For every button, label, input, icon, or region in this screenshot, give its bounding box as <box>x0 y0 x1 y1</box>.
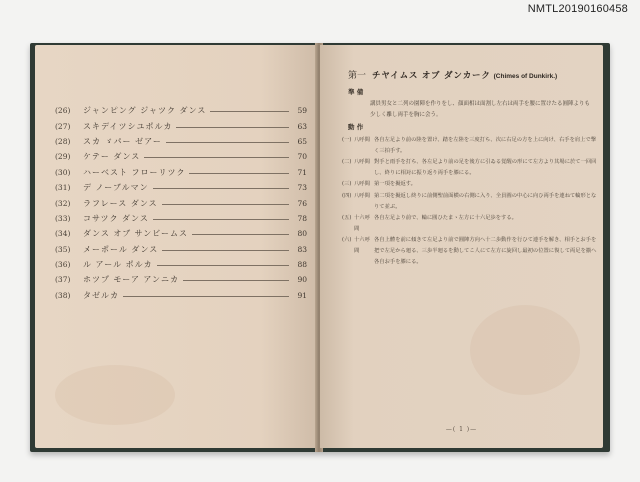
step-item <box>342 191 598 212</box>
toc-page-number: 88 <box>297 260 307 270</box>
toc-page-number: 65 <box>297 136 307 146</box>
toc-number: (26) <box>55 106 71 116</box>
toc-row <box>55 288 307 303</box>
toc-page-number: 78 <box>297 213 307 223</box>
step-text: 對手と雨手を打ち、各左足より前の足を後方に引ゐる覚醒の形にて左方より其場に於て一回回し、終りに相対に振り返り両手を膝にる。 <box>374 159 597 176</box>
step-item <box>342 135 598 156</box>
toc-row <box>55 226 307 241</box>
toc-leader <box>162 204 289 205</box>
step-item <box>342 213 598 234</box>
toc-title: スカ ゞパー ゼアー <box>83 136 162 146</box>
toc-title: ハーベスト フローリツク <box>83 167 186 177</box>
toc-page-number: 73 <box>297 183 307 193</box>
toc-row <box>55 272 307 287</box>
toc-title: デ ノーブルマン <box>83 183 149 193</box>
toc-row <box>55 242 307 257</box>
steps-list <box>342 135 598 268</box>
step-key: (二) <box>342 159 352 166</box>
toc-leader <box>189 173 289 174</box>
toc-leader <box>144 157 289 158</box>
step-key: (四) <box>342 192 352 199</box>
toc-leader <box>183 280 289 281</box>
toc-number: (29) <box>55 152 71 162</box>
toc-leader <box>153 219 289 220</box>
toc-leader <box>153 188 289 189</box>
toc-leader <box>166 142 289 143</box>
toc-number: (32) <box>55 198 71 208</box>
toc-title: タゼルカ <box>83 290 119 300</box>
toc-row <box>55 118 307 133</box>
toc-page-number: 59 <box>297 106 307 116</box>
step-item <box>342 157 598 178</box>
toc-row <box>55 103 307 118</box>
step-text: 第一項を擬返す。 <box>374 181 416 188</box>
toc-page-number: 76 <box>297 198 307 208</box>
right-page <box>320 45 603 448</box>
toc-number: (33) <box>55 213 71 223</box>
toc-row <box>55 195 307 210</box>
chapter-number: 第一 <box>348 71 367 81</box>
toc-number: (38) <box>55 290 71 300</box>
toc-number: (37) <box>55 275 71 285</box>
prep-heading: 準 備 <box>348 88 364 96</box>
step-key: (三) <box>342 181 352 188</box>
toc-title: ジャンピング ジャツク ダンス <box>83 106 207 116</box>
toc-title: ル アール ポルカ <box>83 260 153 270</box>
chapter-title: チヤイムス オブ ダンカーク <box>372 71 491 81</box>
toc-title: ホツプ モーア アンニカ <box>83 275 180 285</box>
toc-number: (28) <box>55 136 71 146</box>
toc-title: コサツク ダンス <box>83 213 149 223</box>
step-text: 各自上體を前に傾きて左足より前で圓陣方向へ十二歩動作を行ひて連手を解き、相手とお手を把で左足から廻る、三歩半廻るを動してこ人にて左方に旋回し最初の位置に復して両足を揃へ各自お手を膝にる。 <box>374 237 597 265</box>
step-text: 第二項を擬返し終りに前側聖前面横の右側に入り、全員圓の中心に向ひ両手を連ねて輪形となりて並ぶ。 <box>374 192 597 210</box>
step-item <box>342 235 598 267</box>
step-beat: 十六呼間 <box>354 215 370 232</box>
step-beat: 八呼間 <box>354 192 370 199</box>
toc-leader <box>157 265 289 266</box>
toc-leader <box>162 250 289 251</box>
toc-row <box>55 134 307 149</box>
toc-leader <box>176 127 289 128</box>
open-book <box>30 43 610 452</box>
left-page <box>35 45 317 448</box>
toc-number: (30) <box>55 167 71 177</box>
step-beat: 八呼間 <box>354 181 370 188</box>
toc-page-number: 83 <box>297 244 307 254</box>
step-key: (六) <box>342 237 352 244</box>
chapter-heading <box>348 68 557 81</box>
step-beat: 八呼間 <box>354 159 370 166</box>
toc-title: スキデイツシユポルカ <box>83 121 173 131</box>
toc-page-number: 80 <box>297 229 307 239</box>
toc-number: (35) <box>55 244 71 254</box>
step-item <box>342 179 598 190</box>
toc-leader <box>123 296 289 297</box>
step-key: (五) <box>342 215 352 222</box>
toc-page-number: 71 <box>297 167 307 177</box>
toc-row <box>55 257 307 272</box>
chapter-title-english: (Chimes of Dunkirk.) <box>493 73 558 80</box>
toc-number: (27) <box>55 121 71 131</box>
toc-row <box>55 180 307 195</box>
toc-row <box>55 149 307 164</box>
toc-number: (31) <box>55 183 71 193</box>
toc-page-number: 90 <box>297 275 307 285</box>
step-key: (一) <box>342 137 352 143</box>
toc-title: ラフレース ダンス <box>83 198 158 208</box>
toc-title: ダンス オブ サンビームス <box>83 229 188 239</box>
step-beat: 八呼間 <box>354 137 370 143</box>
toc-number: (34) <box>55 229 71 239</box>
prep-text: 講員男女と二列の園陣を作りをし、顔面相は面割し左右は両手を腰に置けたる圓陣よりも少しく離し両手を胸に会う。 <box>370 101 591 118</box>
toc-leader <box>192 234 289 235</box>
step-text: 各自左足より前の陸を置け、踏を左陸を三度打ち、次に右足の方を上に向け、右手を肩上で撃く三拍手す。 <box>374 137 597 154</box>
toc-title: メーポール ダンス <box>83 244 159 254</box>
toc-title: ケテー ダンス <box>83 152 141 162</box>
toc-page-number: 70 <box>297 152 307 162</box>
table-of-contents <box>55 103 307 303</box>
toc-number: (36) <box>55 260 71 270</box>
step-text: 各自左足より前で、輪に圓ひたまゝ左方に十六足歩をする。 <box>374 215 517 222</box>
page-folio: —( 1 )— <box>445 426 478 433</box>
toc-row <box>55 211 307 226</box>
toc-page-number: 63 <box>297 121 307 131</box>
toc-page-number: 91 <box>297 290 307 300</box>
toc-leader <box>210 111 289 112</box>
moves-heading: 動 作 <box>348 123 364 131</box>
catalog-id: NMTL20190160458 <box>527 3 628 15</box>
step-beat: 十六呼間 <box>354 237 370 254</box>
toc-row <box>55 165 307 180</box>
